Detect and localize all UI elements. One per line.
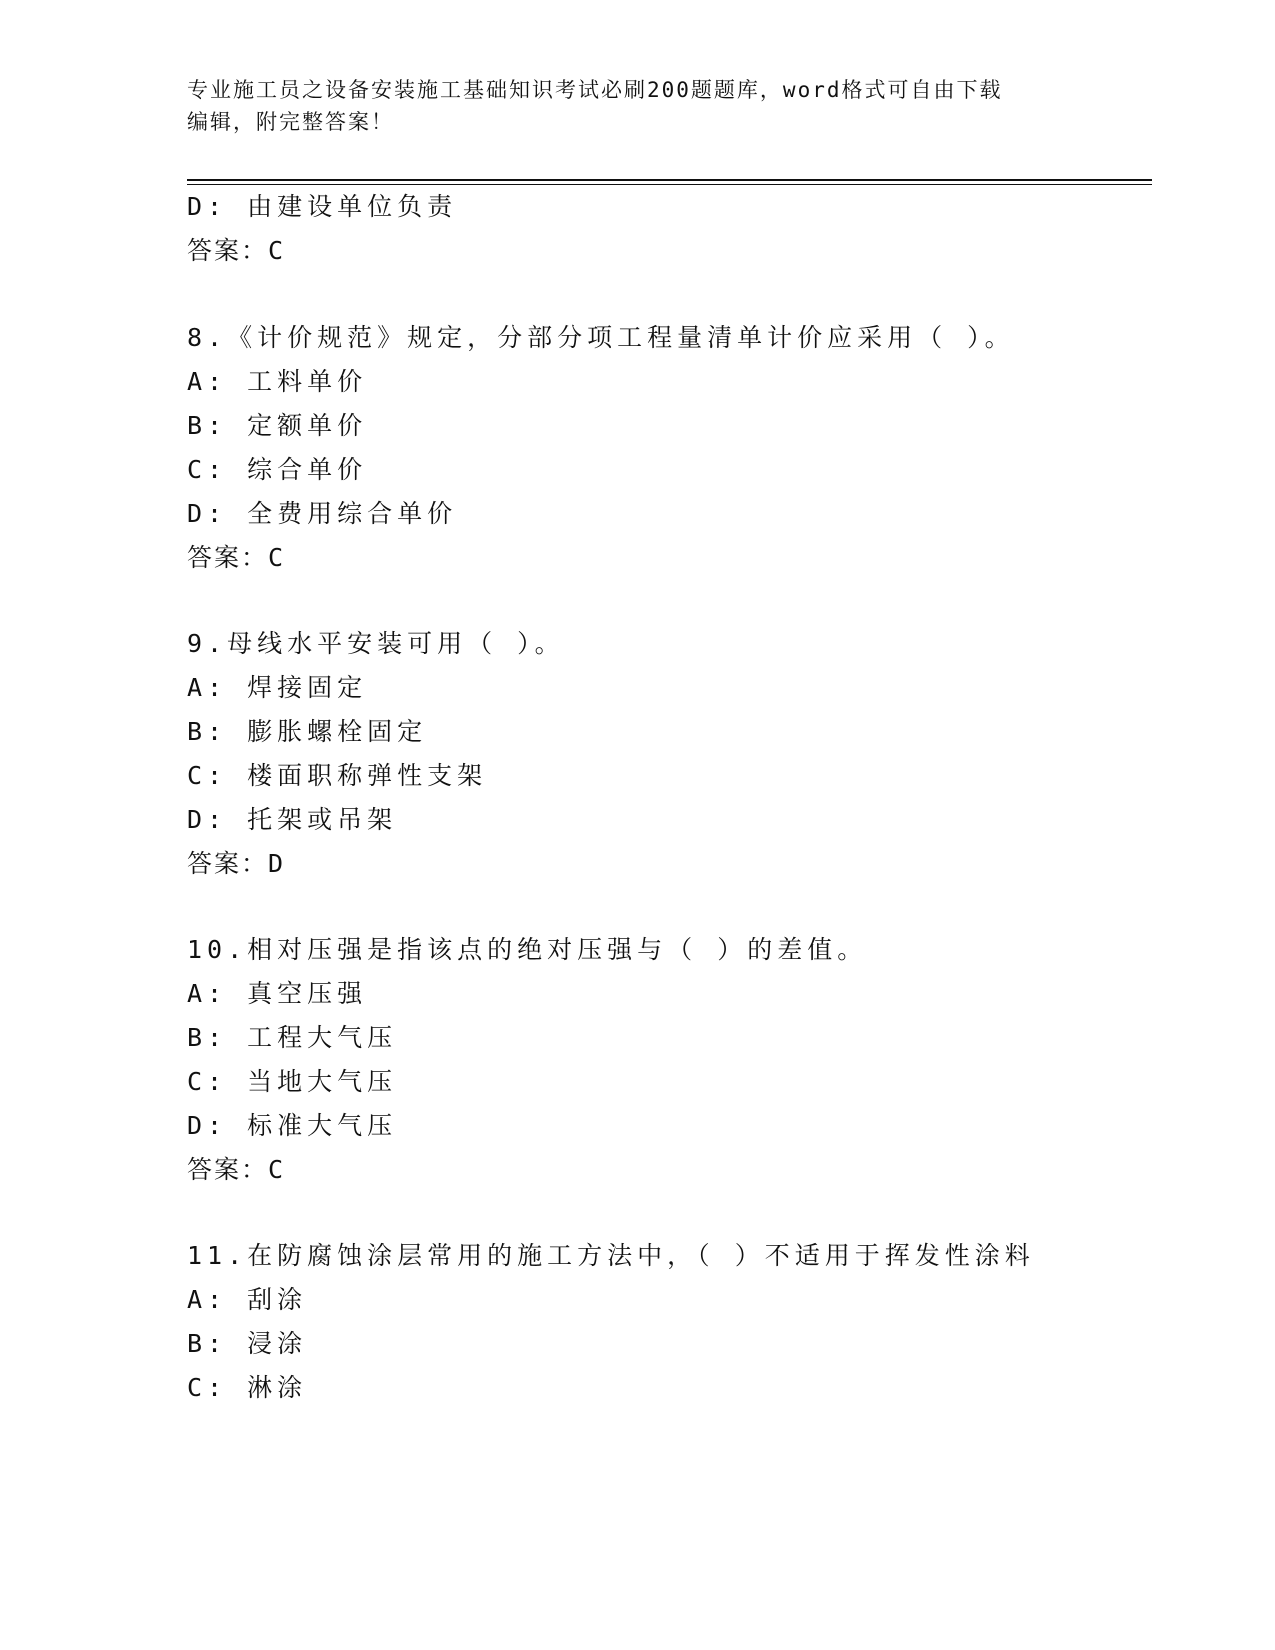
option-c: C: 淋涂 xyxy=(187,1373,308,1402)
answer: 答案：C xyxy=(187,543,286,572)
option-c: C: 楼面职称弹性支架 xyxy=(187,761,488,790)
option-d: D: 全费用综合单价 xyxy=(187,499,458,528)
document-header xyxy=(187,74,1087,138)
option-c: C: 当地大气压 xyxy=(187,1067,398,1096)
option-a: A: 焊接固定 xyxy=(187,673,368,702)
prev-option-d: D: 由建设单位负责 xyxy=(187,192,458,221)
option-d: D: 标准大气压 xyxy=(187,1111,398,1140)
option-a: A: 真空压强 xyxy=(187,979,368,1008)
prev-answer: 答案：C xyxy=(187,236,286,265)
question-stem: 11.在防腐蚀涂层常用的施工方法中，（ ）不适用于挥发性涂料 xyxy=(187,1241,1035,1270)
question-stem: 8.《计价规范》规定，分部分项工程量清单计价应采用（ ）。 xyxy=(187,323,1015,352)
question-stem: 9.母线水平安装可用（ ）。 xyxy=(187,629,565,658)
header-divider-thin xyxy=(187,184,1152,185)
header-line-2: 编辑，附完整答案！ xyxy=(187,110,394,134)
header-line-1: 专业施工员之设备安装施工基础知识考试必刷200题题库，word格式可自由下载 xyxy=(187,78,1003,102)
option-b: B: 膨胀螺栓固定 xyxy=(187,717,428,746)
option-a: A: 工料单价 xyxy=(187,367,368,396)
header-divider-thick xyxy=(187,179,1152,181)
option-a: A: 刮涂 xyxy=(187,1285,308,1314)
question-stem: 10.相对压强是指该点的绝对压强与（ ）的差值。 xyxy=(187,935,868,964)
option-d: D: 托架或吊架 xyxy=(187,805,398,834)
answer: 答案：D xyxy=(187,849,286,878)
option-b: B: 浸涂 xyxy=(187,1329,308,1358)
option-b: B: 定额单价 xyxy=(187,411,368,440)
option-c: C: 综合单价 xyxy=(187,455,368,484)
answer: 答案：C xyxy=(187,1155,286,1184)
option-b: B: 工程大气压 xyxy=(187,1023,398,1052)
